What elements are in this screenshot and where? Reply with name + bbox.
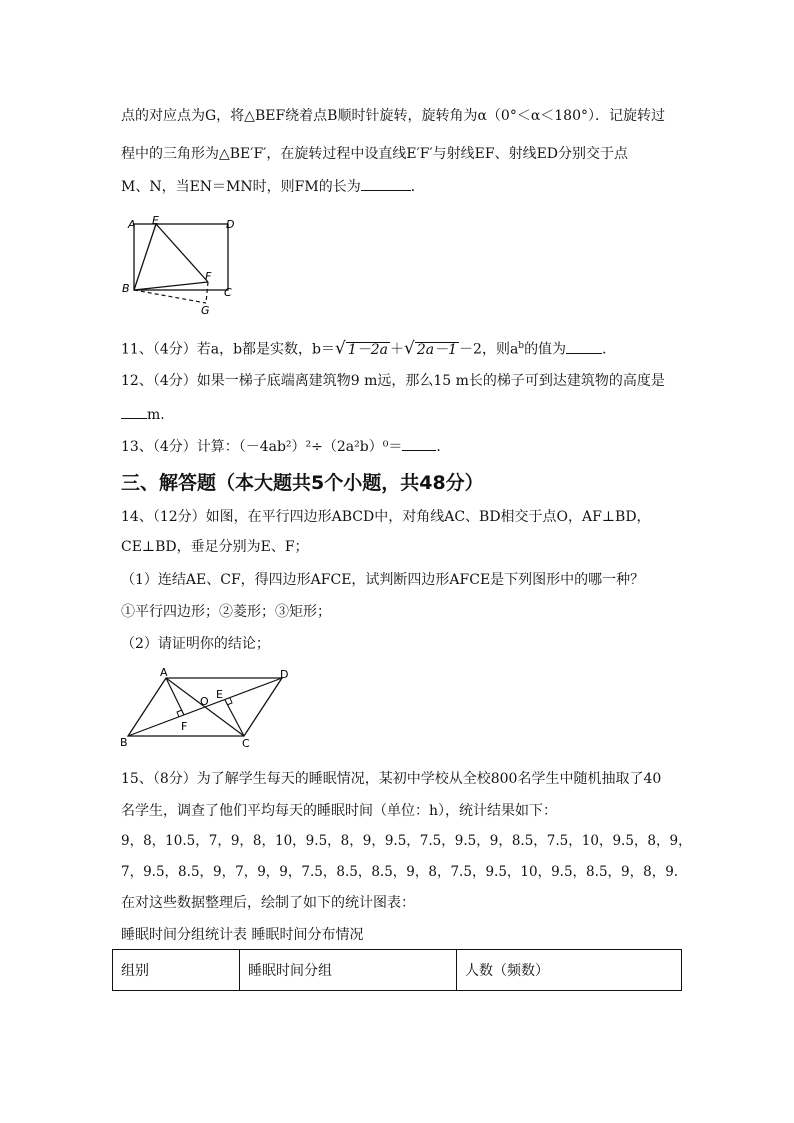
label-F: F — [181, 720, 188, 733]
q15-line-1: 15、（8分）为了解学生每天的睡眠情况，某初中学校从全校800名学生中随机抽取了40 — [121, 771, 662, 787]
q12-line-2: m. — [121, 404, 165, 425]
q15-line-6: 睡眠时间分组统计表 睡眠时间分布情况 — [121, 927, 364, 943]
answer-blank — [361, 176, 411, 191]
q14-line-1: 14、（12分）如图，在平行四边形ABCD中，对角线AC、BD相交于点O，AF⊥BD， — [121, 509, 651, 525]
label-A: A — [160, 666, 168, 679]
q10-line-2: 程中的三角形为△BE′F′，在旋转过程中设直线E′F′与射线EF、射线ED分别交于点 — [121, 146, 629, 162]
label-C: C — [242, 737, 250, 750]
q13: 13、（4分）计算：（－4ab²）²÷（2a²b）⁰＝ ． — [121, 436, 450, 457]
figure-parallelogram — [118, 664, 298, 754]
figure-rectangle — [118, 212, 248, 318]
radical-1: 1－2a — [347, 341, 389, 358]
label-E: E — [152, 214, 159, 227]
table-header-row — [113, 950, 682, 991]
label-G: G — [201, 304, 210, 317]
q14-line-5: （2）请证明你的结论； — [121, 636, 270, 652]
label-O: O — [200, 695, 209, 708]
q10-line-3: M、N，当EN＝MN时，则FM的长为 ． — [121, 176, 425, 197]
q15-line-5: 在对这些数据整理后，绘制了如下的统计图表： — [121, 895, 415, 911]
q15-data-1: 9，8，10.5，7，9，8，10，9.5，8，9，9.5，7.5，9.5，9，8.5，7.5，10，9.5，8，9， — [121, 833, 692, 849]
label-D: D — [280, 668, 289, 681]
label-E: E — [216, 688, 223, 701]
label-C: C — [224, 286, 232, 299]
q10-line-3-text: M、N，当EN＝MN时，则FM的长为 — [121, 179, 361, 195]
q10-line-1: 点的对应点为G，将△BEF绕着点B顺时针旋转，旋转角为α（0°＜α＜180°）．记旋转过 — [121, 108, 665, 124]
q14-line-2: CE⊥BD，垂足分别为E、F； — [121, 539, 309, 555]
label-A: A — [128, 218, 136, 231]
radical-2: 2a－1 — [416, 341, 458, 358]
table-header-cell: 睡眠时间分组 — [240, 950, 457, 991]
table-header-cell: 组别 — [113, 950, 240, 991]
q12-line-1: 12、（4分）如果一梯子底端离建筑物9 m远，那么15 m长的梯子可到达建筑物的高度是 — [121, 373, 665, 389]
q14-line-4: ①平行四边形；②菱形；③矩形； — [121, 604, 331, 620]
section-3-heading: 三、解答题（本大题共5个小题，共48分） — [121, 472, 484, 494]
q15-data-2: 7，9.5，8.5，9，7，9，9，7.5，8.5，8.5，9，8，7.5，9.5，10，9.5，8.5，9，8，9. — [121, 864, 679, 880]
q14-line-3: （1）连结AE、CF，得四边形AFCE，试判断四边形AFCE是下列图形中的哪一种？ — [121, 572, 645, 588]
label-D: D — [226, 218, 235, 231]
table-header-cell: 人数（频数） — [457, 950, 682, 991]
label-F: F — [205, 270, 212, 283]
q15-line-2: 名学生，调查了他们平均每天的睡眠时间（单位：h），统计结果如下： — [121, 803, 558, 819]
q11: 11、（4分）若a，b都是实数，b＝√ 1－2a ＋√ 2a－1 －2，则$a^b$的值为 ． — [121, 338, 617, 359]
sleep-table — [112, 949, 682, 991]
label-B: B — [120, 736, 128, 749]
label-B: B — [122, 282, 130, 295]
